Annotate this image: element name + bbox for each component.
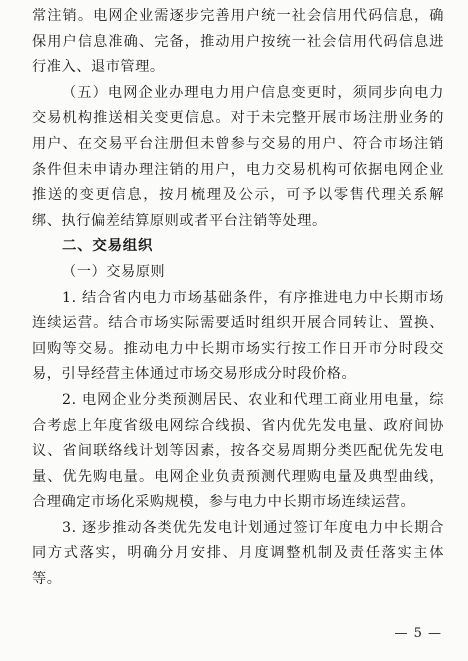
list-item-3: 3. 逐步推动各类优先发电计划通过签订年度电力中长期合同方式落实，明确分月安排、月度调整机制及责任落实主体等。 <box>32 519 444 588</box>
list-item-2: 2. 电网企业分类预测居民、农业和代理工商业用电量，综合考虑上年度省级电网综合线损、省内优先发电量、政府间协议、省间联络线计划等因素，按各交易周期分类匹配优先发电量、优先购电量。电网企业负责预测代理购电量及典型曲线，合理确定市场化采购规模，参与电力中长期市场连续运营。 <box>32 391 444 511</box>
list-item-1: 1. 结合省内电力市场基础条件，有序推进电力中长期市场连续运营。结合市场实际需要适时组织开展合同转让、置换、回购等交易。推动电力中长期市场实行按工作日开市分时段交易，引导经营主体通过市场交易形成分时段价格。 <box>32 289 444 383</box>
page-number: — 5 — <box>394 626 442 641</box>
paragraph-item-five: （五）电网企业办理电力用户信息变更时，须同步向电力交易机构推送相关变更信息。对于未完整开展市场注册业务的用户、在交易平台注册但未曾参与交易的用户、符合市场注销条件但未申请办理注销的用户，电力交易机构可依据电网企业推送的变更信息，按月梳理及公示，可予以零售代理关系解绑、执行偏差结算原则或者平台注销等处理。 <box>32 84 444 229</box>
paragraph-continuation: 常注销。电网企业需逐步完善用户统一社会信用代码信息，确保用户信息准确、完备，推动用户按统一社会信用代码信息进行准入、退市管理。 <box>32 8 444 76</box>
section-heading: 二、交易组织 <box>62 238 154 255</box>
subsection-heading: （一）交易原则 <box>62 263 166 280</box>
document-body <box>32 4 444 593</box>
